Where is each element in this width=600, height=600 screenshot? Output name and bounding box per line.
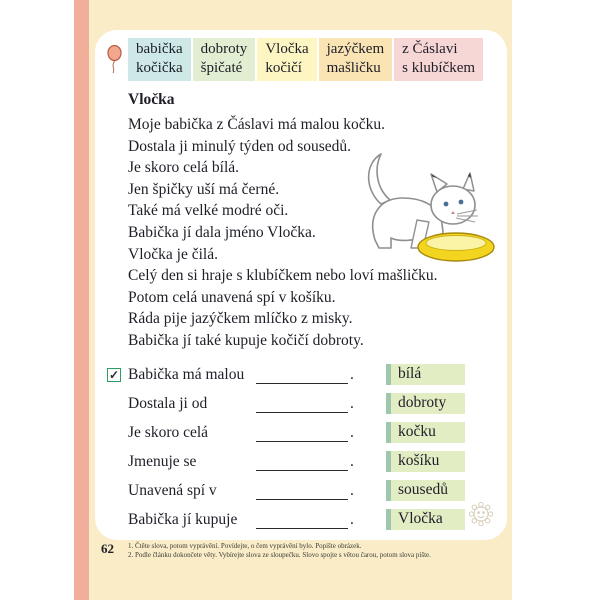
page-edge-accent-strip <box>74 0 89 600</box>
word-bank-word[interactable]: babička <box>136 41 183 57</box>
word-bank-column[interactable] <box>394 38 483 81</box>
word-bank <box>105 38 483 81</box>
sun-smiley-icon <box>467 500 495 533</box>
task-checkbox-icon[interactable]: ✓ <box>108 367 120 382</box>
balloon-icon <box>105 45 123 75</box>
word-bank-word[interactable]: jazýčkem <box>326 41 385 57</box>
answer-blank[interactable] <box>256 482 348 500</box>
story-line: Moje babička z Čáslavi má malou kočku. <box>128 116 385 133</box>
exercise-prompt: Unavená spí v <box>128 481 217 499</box>
word-bank-word[interactable]: Vločka <box>265 41 309 57</box>
fill-in-exercise <box>107 360 497 534</box>
word-bank-column[interactable] <box>193 38 256 81</box>
answer-chip[interactable] <box>386 393 465 414</box>
story-line: Vločka je čilá. <box>128 245 218 263</box>
instruction-notes <box>128 542 478 560</box>
word-bank-word[interactable]: špičaté <box>200 60 243 76</box>
sentence-period: . <box>350 452 354 470</box>
word-bank-columns <box>128 38 483 81</box>
story-line: Dostala ji minulý týden od sousedů. <box>128 137 352 155</box>
word-bank-word[interactable]: dobroty <box>200 41 248 57</box>
word-bank-word[interactable]: mašličku <box>326 60 381 76</box>
exercise-row <box>107 360 497 389</box>
story-line: Celý den si hraje s klubíčkem nebo loví mašličku. <box>128 267 438 285</box>
word-bank-word[interactable]: kočičí <box>265 60 302 76</box>
answer-blank[interactable] <box>256 511 348 529</box>
instruction-note: 2. Podle článku dokončete věty. Vybírejte slova ze sloupečku. Slovo spojte s větou čarou, potom slova pište. <box>128 550 431 559</box>
content-card <box>95 30 507 540</box>
answer-blank[interactable] <box>256 366 348 384</box>
word-bank-column[interactable] <box>128 38 191 81</box>
story-line: Je skoro celá bílá. <box>128 159 240 177</box>
word-bank-word[interactable]: s klubíčkem <box>402 60 476 76</box>
answer-chip-label[interactable]: Vločka <box>391 509 465 530</box>
story-title: Vločka <box>128 91 175 108</box>
story-line: Potom celá unavená spí v košíku. <box>128 288 336 306</box>
page-number: 62 <box>101 541 114 556</box>
sentence-period: . <box>350 510 354 528</box>
answer-blank[interactable] <box>256 424 348 442</box>
answer-blank[interactable] <box>256 453 348 471</box>
sentence-period: . <box>350 423 354 441</box>
word-bank-column[interactable] <box>257 38 316 81</box>
answer-blank[interactable] <box>256 395 348 413</box>
sentence-period: . <box>350 394 354 412</box>
exercise-row <box>107 418 497 447</box>
story-line: Babička jí také kupuje kočičí dobroty. <box>128 331 364 349</box>
sentence-period: . <box>350 481 354 499</box>
word-bank-word[interactable]: kočička <box>136 60 183 76</box>
exercise-row <box>107 476 497 505</box>
answer-chip-label[interactable]: dobroty <box>391 393 465 414</box>
answer-chip[interactable] <box>386 422 465 443</box>
exercise-prompt: Babička má malou <box>128 365 245 383</box>
answer-chip[interactable] <box>386 480 465 501</box>
sentence-period: . <box>350 365 354 383</box>
story-line: Ráda pije jazýčkem mlíčko z misky. <box>128 310 353 328</box>
exercise-row <box>107 389 497 418</box>
word-bank-word[interactable]: z Čáslavi <box>402 41 458 57</box>
exercise-prompt: Babička jí kupuje <box>128 510 238 528</box>
exercise-prompt: Jmenuje se <box>128 452 197 470</box>
instruction-note: 1. Čtěte slova, potom vyprávění. Povídejte, o čem vyprávění bylo. Popište obrázek. <box>128 542 362 550</box>
word-bank-column[interactable] <box>319 38 392 81</box>
exercise-row <box>107 505 497 534</box>
answer-chip-label[interactable]: bílá <box>391 364 465 385</box>
answer-chip-label[interactable]: sousedů <box>391 480 465 501</box>
answer-chip[interactable] <box>386 509 465 530</box>
answer-chip[interactable] <box>386 451 465 472</box>
exercise-row <box>107 447 497 476</box>
exercise-prompt: Je skoro celá <box>128 423 209 441</box>
cat-drinking-illustration <box>351 148 501 268</box>
story-line: Babička jí dala jméno Vločka. <box>128 223 316 241</box>
story-line: Jen špičky uší má černé. <box>128 180 280 198</box>
exercise-prompt: Dostala ji od <box>128 394 208 412</box>
answer-chip-label[interactable]: kočku <box>391 422 465 443</box>
answer-chip-label[interactable]: košíku <box>391 451 465 472</box>
answer-chip[interactable] <box>386 364 465 385</box>
story-line: Také má velké modré oči. <box>128 202 289 220</box>
